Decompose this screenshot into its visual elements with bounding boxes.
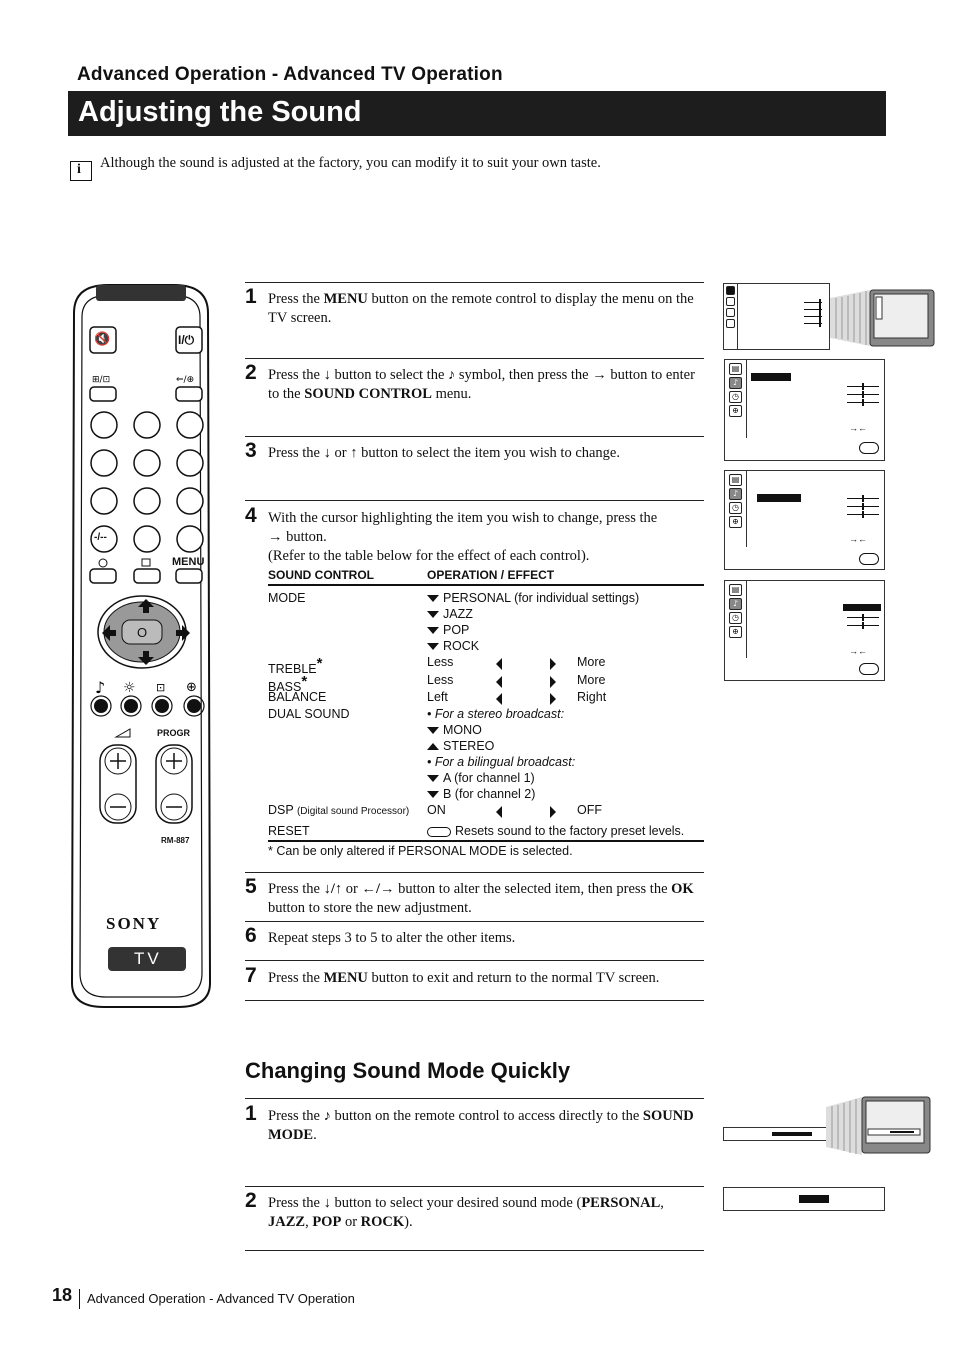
mode-option: PERSONAL (for individual settings)	[427, 591, 639, 605]
bass-label: BASS*	[268, 673, 308, 695]
treble-less: Less	[427, 655, 454, 669]
intro-text: Although the sound is adjusted at the factory, you can modify it to suit your own taste.	[100, 155, 601, 171]
dual-option: STEREO	[427, 739, 494, 753]
mute-button[interactable]: 🔇	[94, 331, 111, 346]
menu-screen-main	[723, 283, 830, 350]
divider	[245, 358, 704, 359]
step-number: 3	[245, 439, 257, 462]
step-number: 4	[245, 504, 257, 527]
step-number: 7	[245, 964, 257, 987]
dual-option: B (for channel 2)	[427, 787, 535, 801]
tv-set-illustration	[830, 288, 936, 348]
left-right-arrow-icon: ←/→	[361, 881, 395, 897]
dsp-off: OFF	[577, 803, 602, 817]
right-arrow-icon	[550, 693, 556, 705]
dsp-on: ON	[427, 803, 446, 817]
treble-label: TREBLE*	[268, 655, 323, 677]
footer-text: Advanced Operation - Advanced TV Operation	[87, 1291, 355, 1306]
left-arrow-icon	[496, 676, 502, 688]
remote-control	[68, 283, 214, 1010]
tv-set-illustration	[826, 1095, 932, 1157]
dual-bilingual-note: • For a bilingual broadcast:	[427, 755, 576, 769]
up-down-arrow-icon: ↓/↑	[323, 881, 343, 897]
down-arrow-icon: ↓	[323, 367, 331, 383]
remote-model-label: RM-887	[161, 836, 190, 845]
balance-label: BALANCE	[268, 690, 327, 704]
down-arrow-icon: ↓	[323, 1195, 331, 1211]
divider	[245, 1000, 704, 1001]
divider	[245, 282, 704, 283]
page-title-bar	[68, 91, 886, 136]
table-bottom-rule	[268, 840, 704, 842]
mode-label: MODE	[268, 591, 306, 605]
step-number: 2	[245, 1189, 257, 1212]
down-arrow-icon: ↓	[323, 445, 331, 461]
step-text: Press the MENU button to exit and return to the normal TV screen.	[268, 970, 660, 986]
svg-text:⊞/⊡: ⊞/⊡	[92, 375, 111, 385]
menu-screen-sound-select: ▤ ♪ ◷ ⊕ →←	[724, 359, 885, 461]
digit-mode-button[interactable]: -/--	[94, 532, 107, 543]
svg-text:⊕: ⊕	[186, 680, 197, 695]
ok-icon	[427, 827, 451, 837]
bass-less: Less	[427, 673, 454, 687]
remote-progr-label: PROGR	[157, 728, 191, 738]
step-number: 5	[245, 875, 257, 898]
svg-text:♪: ♪	[95, 678, 106, 697]
divider	[245, 1186, 704, 1187]
balance-left: Left	[427, 690, 448, 704]
table-header-operation: OPERATION / EFFECT	[427, 568, 555, 582]
balance-right: Right	[577, 690, 607, 704]
menu-screen-sound-control: ▤ ♪ ◷ ⊕ →←	[724, 470, 885, 570]
remote-control-drawing	[68, 283, 214, 1010]
mode-option: JAZZ	[427, 607, 473, 621]
step-text: Press the ↓ button to select your desired sound mode (PERSONAL, JAZZ, POP or ROCK).	[268, 1195, 664, 1230]
step-text: Repeat steps 3 to 5 to alter the other items.	[268, 930, 516, 946]
footer-divider	[79, 1289, 80, 1309]
step-number: 1	[245, 1102, 257, 1125]
step-number: 6	[245, 924, 257, 947]
right-arrow-icon: →	[268, 529, 283, 545]
divider	[245, 1098, 704, 1099]
left-arrow-icon	[496, 806, 502, 818]
treble-more: More	[577, 655, 606, 669]
divider	[245, 960, 704, 961]
remote-brand-logo: SONY	[106, 914, 162, 933]
right-arrow-icon	[550, 806, 556, 818]
menu-screen-adjust: ▤ ♪ ◷ ⊕ →←	[724, 580, 885, 681]
mode-option: POP	[427, 623, 469, 637]
divider	[245, 436, 704, 437]
step-text: Press the ↓ or ↑ button to select the item you wish to change.	[268, 445, 620, 461]
dual-option: A (for channel 1)	[427, 771, 535, 785]
bass-more: More	[577, 673, 606, 687]
divider	[245, 1250, 704, 1251]
step-text: Press the ♪ button on the remote control to access directly to the SOUND MODE.	[268, 1108, 694, 1143]
note-icon: ♪	[448, 367, 456, 383]
step-text: Press the ↓/↑ or ←/→ button to alter the selected item, then press the OK button to store the new adjustment.	[268, 881, 694, 916]
dual-option: MONO	[427, 723, 482, 737]
table-header-rule	[268, 584, 704, 586]
divider	[245, 500, 704, 501]
step-text: Press the MENU button on the remote control to display the menu on the TV screen.	[268, 291, 694, 326]
reset-label: RESET	[268, 824, 310, 838]
dsp-label: DSP (Digital sound Processor)	[268, 803, 410, 817]
mode-option: ROCK	[427, 639, 479, 653]
page-number: 18	[52, 1285, 73, 1305]
step-number: 1	[245, 285, 257, 308]
section-subtitle: Advanced Operation - Advanced TV Operation	[77, 64, 503, 85]
ok-button[interactable]: O	[137, 625, 148, 640]
page-title: Adjusting the Sound	[78, 96, 362, 128]
sound-mode-bar	[723, 1187, 885, 1211]
right-arrow-icon: →	[592, 367, 607, 383]
table-footnote: * Can be only altered if PERSONAL MODE is selected.	[268, 844, 573, 858]
step-number: 2	[245, 361, 257, 384]
svg-text:⊡: ⊡	[156, 681, 166, 694]
table-header-control: SOUND CONTROL	[268, 568, 374, 582]
right-arrow-icon	[550, 658, 556, 670]
note-icon: ♪	[323, 1108, 331, 1124]
power-button[interactable]: I/⏻	[178, 333, 195, 347]
dual-sound-label: DUAL SOUND	[268, 707, 350, 721]
sound-mode-bar-small	[723, 1127, 827, 1141]
divider	[245, 872, 704, 873]
divider	[245, 921, 704, 922]
info-icon: i	[70, 161, 92, 181]
section-heading: Changing Sound Mode Quickly	[245, 1058, 571, 1083]
right-arrow-icon	[550, 676, 556, 688]
svg-text:☼: ☼	[123, 680, 136, 696]
svg-text:⇐/⊕: ⇐/⊕	[176, 375, 195, 385]
dual-stereo-note: • For a stereo broadcast:	[427, 707, 565, 721]
reset-effect: Resets sound to the factory preset levels.	[427, 824, 684, 838]
remote-menu-label: MENU	[172, 556, 205, 568]
step-text: With the cursor highlighting the item you wish to change, press the → button. (Refer to the table below for the effect of each control).	[268, 510, 658, 564]
remote-tv-label: TV	[134, 949, 162, 968]
left-arrow-icon	[496, 693, 502, 705]
sound-control-table	[268, 566, 704, 866]
step-text: Press the ↓ button to select the ♪ symbol, then press the → button to enter to the SOUND CONTROL menu.	[268, 367, 695, 402]
up-arrow-icon: ↑	[350, 445, 358, 461]
left-arrow-icon	[496, 658, 502, 670]
